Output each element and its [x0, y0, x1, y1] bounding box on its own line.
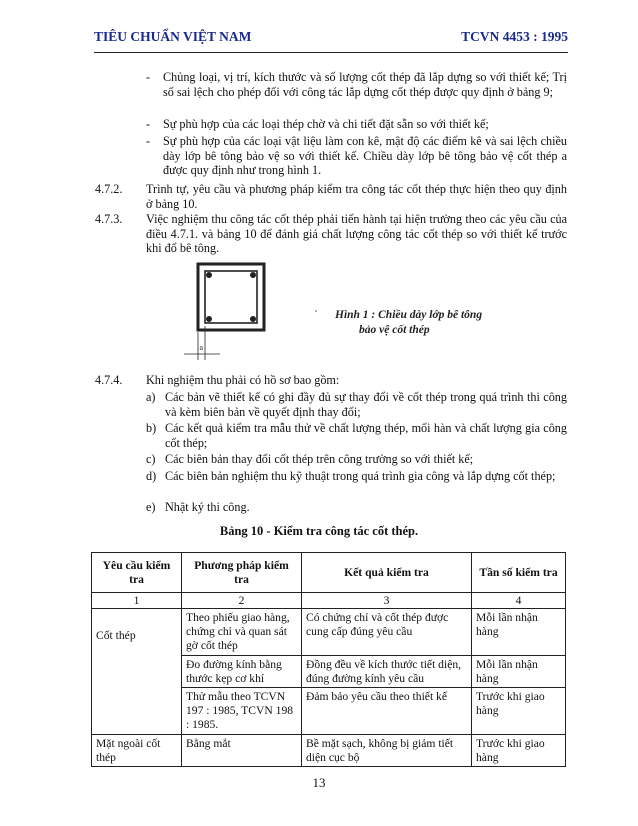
table-number-row: [92, 592, 566, 609]
list-item: Các biên bản nghiệm thu kỹ thuật trong quá trình gia công và lắp dựng cốt thép;: [165, 469, 556, 483]
section-text: Trình tự, yêu cầu và phương pháp kiểm tra công tác cốt thép thực hiện theo quy định ở bảng 10.: [146, 182, 567, 211]
table-cell-frequency: Trước khi giao hàng: [472, 734, 566, 767]
table-cell-method: Thử mẫu theo TCVN 197 : 1985, TCVN 198 : 1985.: [182, 688, 302, 734]
list-label: a): [146, 390, 156, 404]
table-header-row: [92, 553, 566, 593]
table-row: [92, 609, 566, 655]
table-cell-method: Đo đường kính bằng thước kẹp cơ khí: [182, 655, 302, 688]
table-cell-requirement: Cốt thép: [92, 609, 182, 734]
rebar-dot: [206, 272, 212, 278]
stray-dot: [315, 310, 317, 312]
bullet-item: Sự phù hợp của các loại thép chờ và chi tiết đặt sẵn so với thiết kế;: [163, 117, 489, 131]
column-header: Tần số kiểm tra: [472, 553, 566, 593]
section-number: 4.7.2.: [95, 182, 123, 196]
table-cell-method: Theo phiếu giao hàng, chứng chỉ và quan sát gờ cốt thép: [182, 609, 302, 655]
header-standard-name: TIÊU CHUẨN VIỆT NAM: [94, 29, 252, 44]
header-standard-code: TCVN 4453 : 1995: [461, 29, 568, 44]
list-item: Nhật ký thi công.: [165, 500, 250, 514]
table-cell-result: Đảm bảo yêu cầu theo thiết kế: [302, 688, 472, 734]
stirrup-outline: [205, 271, 257, 323]
table-cell-frequency: Mỗi lần nhận hàng: [472, 655, 566, 688]
table-cell-result: Có chứng chỉ và cốt thép được cung cấp đúng yêu cầu: [302, 609, 472, 655]
list-item: Các kết quả kiểm tra mẫu thử về chất lượng thép, mối hàn và chất lượng gia công cốt thép;: [165, 421, 567, 450]
page-number: 13: [312, 775, 326, 790]
table-cell-frequency: Mỗi lần nhận hàng: [472, 609, 566, 655]
figure-caption: [335, 308, 482, 338]
list-label: d): [146, 469, 157, 483]
table-cell-method: Bằng mắt: [182, 734, 302, 767]
column-number: 4: [472, 592, 566, 609]
dimension-label: a: [199, 343, 204, 352]
column-number: 1: [92, 592, 182, 609]
table-cell-frequency: Trước khi giao hàng: [472, 688, 566, 734]
page-header: [94, 8, 568, 50]
list-label: c): [146, 452, 156, 466]
column-header: Phương pháp kiểm tra: [182, 553, 302, 593]
figure-caption-line: Hình 1 : Chiều dày lớp bê tông: [335, 309, 483, 321]
list-item: Các bản vẽ thiết kế có ghi đầy đủ sự thay đổi về cốt thép trong quá trình thi công và kèm biên bản về quyết định thay đổi;: [165, 390, 567, 419]
rebar-dot: [250, 316, 256, 322]
list-label: b): [146, 421, 157, 435]
figure-caption-line: bảo vệ cốt thép: [359, 324, 430, 336]
bullet-dash: -: [146, 134, 151, 148]
section-number: 4.7.4.: [95, 373, 123, 387]
column-header: Yêu cầu kiểm tra: [92, 553, 182, 593]
table-cell-result: Bề mặt sạch, không bị giảm tiết diện cục bộ: [302, 734, 472, 767]
rebar-dot: [250, 272, 256, 278]
column-header: Kết quả kiểm tra: [302, 553, 472, 593]
bullet-dash: -: [146, 70, 151, 84]
rebar-dot: [206, 316, 212, 322]
table-title: Bảng 10 - Kiểm tra công tác cốt thép.: [219, 524, 419, 538]
section-text: Việc nghiệm thu công tác cốt thép phải tiến hành tại hiện trường theo các yêu cầu của điều 4.7.1. và bảng 10 để đánh giá chất lượng công tác cốt thép so với thiết kế trước khi đổ bê tông.: [146, 212, 567, 256]
section-number: 4.7.3.: [95, 212, 123, 226]
table-row: [92, 734, 566, 767]
list-label: e): [146, 500, 156, 514]
bullet-item: Sự phù hợp của các loại vật liệu làm con kê, mật độ các điểm kê và sai lệch chiều dày lớp bê tông bảo vệ so với thiết kế. Chiều dày lớp bê tông bảo vệ cốt thép a được quy định như trong hình 1.: [163, 134, 567, 178]
inspection-table: [91, 552, 566, 767]
list-item: Các biên bản thay đổi cốt thép trên công trường so với thiết kế;: [165, 452, 474, 466]
bullet-dash: -: [146, 117, 151, 131]
column-number: 3: [302, 592, 472, 609]
table-cell-requirement: Mặt ngoài cốt thép: [92, 734, 182, 767]
table-cell-result: Đồng đều về kích thước tiết diện, đúng đường kính yêu cầu: [302, 655, 472, 688]
section-text: Khi nghiệm thu phải có hồ sơ bao gồm:: [146, 373, 340, 387]
header-rule: [94, 52, 568, 53]
bullet-item: Chủng loại, vị trí, kích thước và số lượng cốt thép đã lắp dựng so với thiết kế; Trị số sai lệch cho phép đối với công tác lắp dựng cốt thép được quy định ở bảng 9;: [163, 70, 567, 99]
column-number: 2: [182, 592, 302, 609]
